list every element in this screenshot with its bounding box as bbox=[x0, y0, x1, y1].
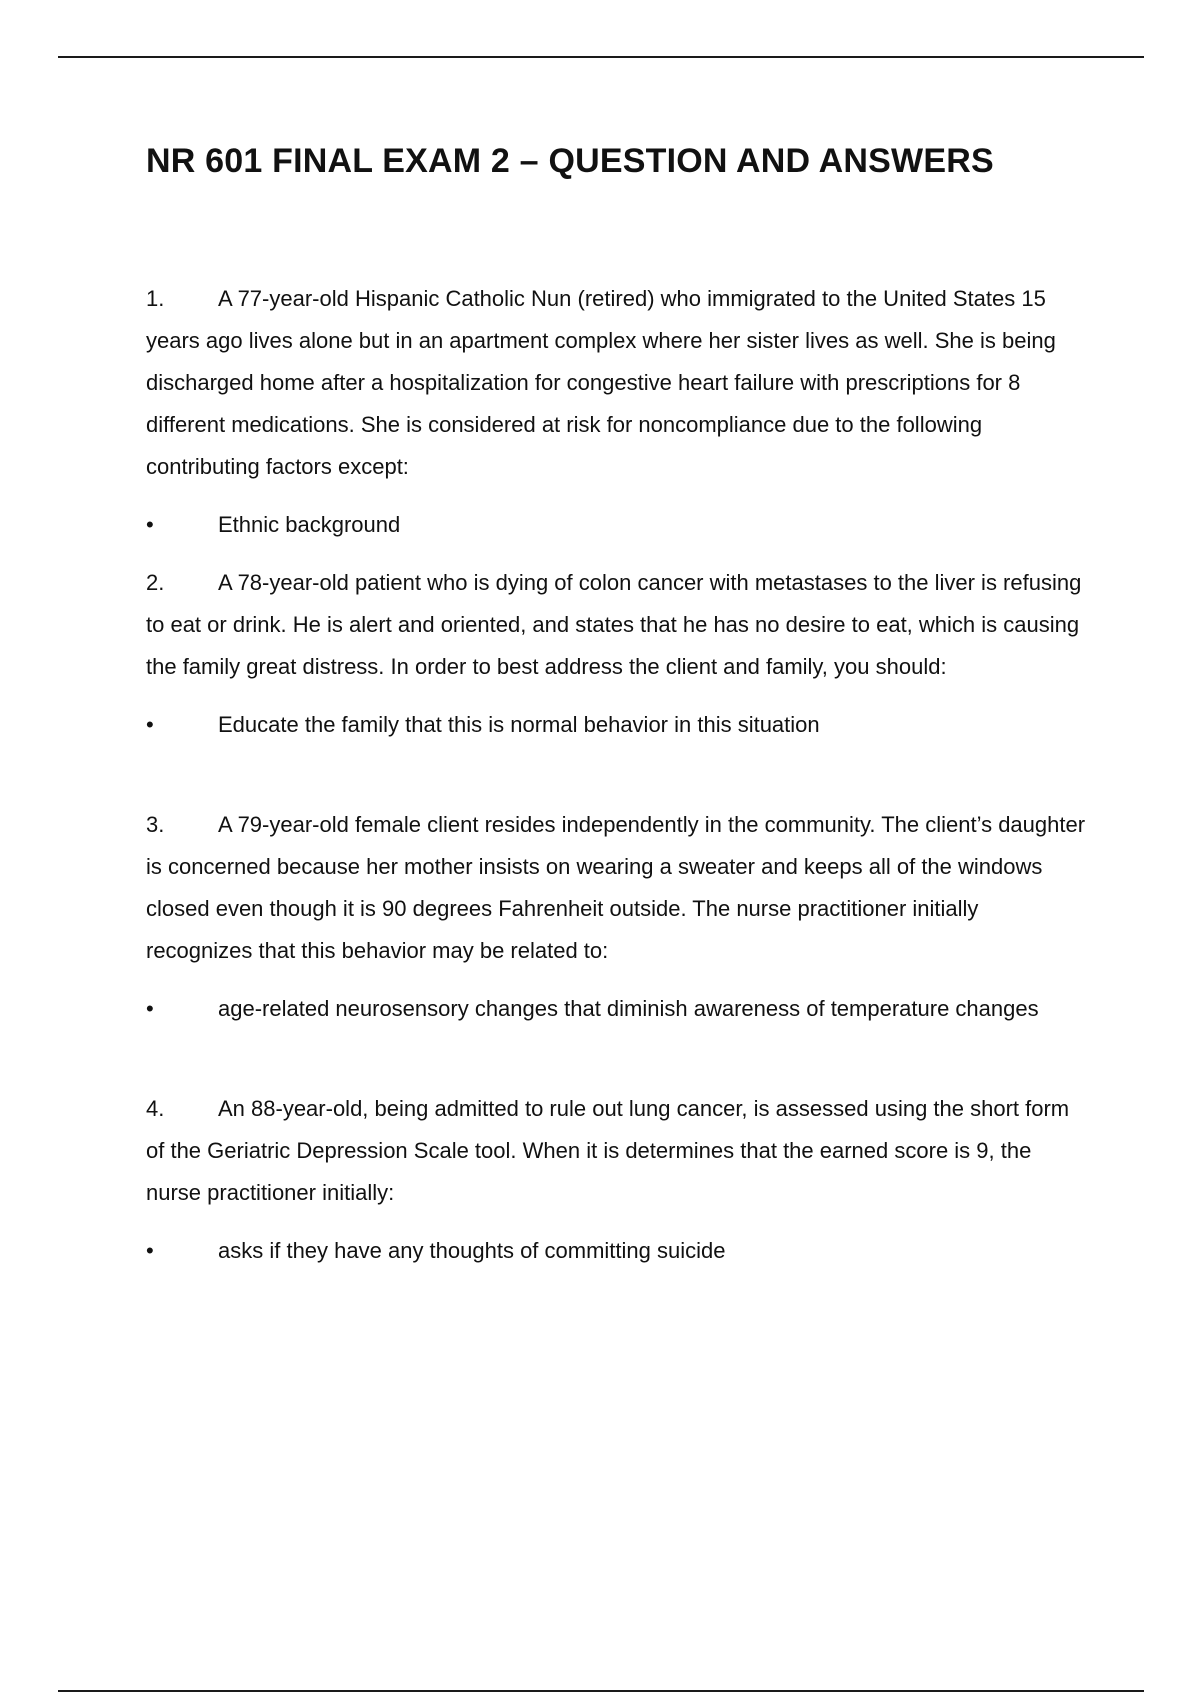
bullet-icon: • bbox=[146, 712, 154, 737]
answer-text: asks if they have any thoughts of committing suicide bbox=[218, 1238, 726, 1263]
answer-text: age-related neurosensory changes that diminish awareness of temperature changes bbox=[218, 996, 1039, 1021]
answer-item bbox=[146, 1230, 1086, 1272]
answer-item bbox=[146, 504, 1086, 546]
question-list bbox=[146, 278, 1086, 1272]
answer-item bbox=[146, 988, 1086, 1030]
question-block bbox=[146, 1088, 1086, 1272]
question-text bbox=[146, 562, 1086, 688]
question-block bbox=[146, 278, 1086, 546]
question-block bbox=[146, 804, 1086, 1030]
question-text bbox=[146, 1088, 1086, 1214]
question-body: A 77-year-old Hispanic Catholic Nun (retired) who immigrated to the United States 15 years ago lives alone but in an apartment complex where her sister lives as well. She is being discharged home after a hospitalization for congestive heart failure with prescriptions for 8 different medications. She is considered at risk for noncompliance due to the following contributing factors except: bbox=[146, 286, 1056, 479]
answer-item bbox=[146, 704, 1086, 746]
answer-text: Educate the family that this is normal behavior in this situation bbox=[218, 712, 820, 737]
bullet-icon: • bbox=[146, 996, 154, 1021]
answer-text: Ethnic background bbox=[218, 512, 401, 537]
top-rule bbox=[58, 56, 1144, 58]
question-number: 3. bbox=[146, 812, 165, 837]
question-body: An 88-year-old, being admitted to rule out lung cancer, is assessed using the short form of the Geriatric Depression Scale tool. When it is determines that the earned score is 9, the nurse practitioner initially: bbox=[146, 1096, 1070, 1205]
question-body: A 78-year-old patient who is dying of colon cancer with metastases to the liver is refusing to eat or drink. He is alert and oriented, and states that he has no desire to eat, which is causing the family great distress. In order to best address the client and family, you should: bbox=[146, 570, 1082, 679]
question-text bbox=[146, 278, 1086, 488]
bullet-icon: • bbox=[146, 512, 154, 537]
question-number: 2. bbox=[146, 570, 165, 595]
question-number: 4. bbox=[146, 1096, 165, 1121]
bullet-icon: • bbox=[146, 1238, 154, 1263]
document-title: NR 601 FINAL EXAM 2 – QUESTION AND ANSWERS bbox=[146, 142, 994, 180]
question-number: 1. bbox=[146, 286, 165, 311]
bottom-rule bbox=[58, 1690, 1144, 1692]
question-block bbox=[146, 562, 1086, 746]
question-body: A 79-year-old female client resides independently in the community. The client’s daughter is concerned because her mother insists on wearing a sweater and keeps all of the windows closed even though it is 90 degrees Fahrenheit outside. The nurse practitioner initially recognizes that this behavior may be related to: bbox=[146, 812, 1086, 963]
question-text bbox=[146, 804, 1086, 972]
